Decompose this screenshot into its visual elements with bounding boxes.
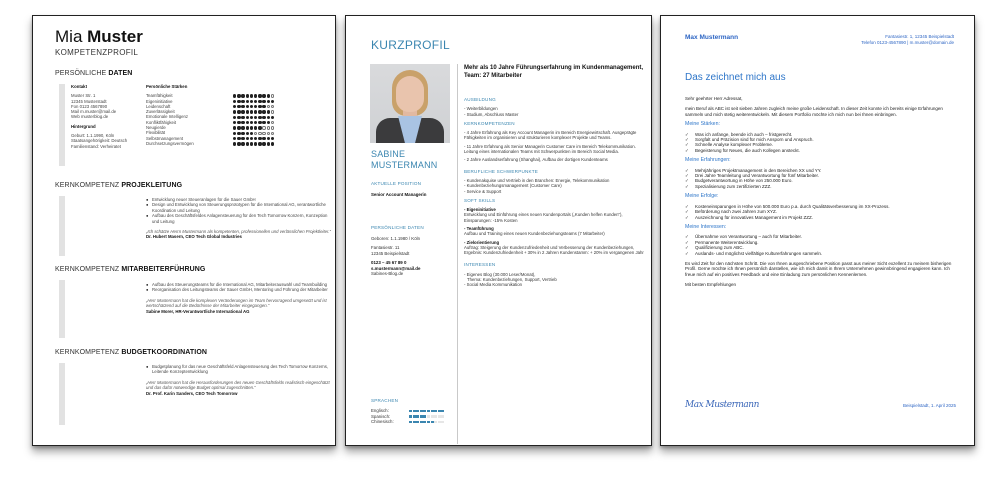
letter-section-heading: Meine Stärken: bbox=[685, 121, 720, 128]
rating-dot-icon bbox=[246, 100, 249, 103]
language-label: Chinesisch: bbox=[371, 419, 394, 424]
contact-block: Kontakt Muster Str. 1 12345 Musterstadt Fon 0123 4567890 Mail m.muster@mail.de Web musterblog.de Hintergrund Geburt: 1.1.1990, Köln Staatsangehörigkeit: Deutsch Familienstand: Verheiratet bbox=[71, 84, 128, 149]
checklist-item: ✓ Spezialisierung zum zertifizierten ZZZ. bbox=[685, 184, 957, 189]
rating-dot-icon bbox=[267, 121, 270, 124]
rating-dot-icon bbox=[267, 137, 270, 140]
rating-dot-icon bbox=[241, 126, 244, 129]
rating-dot-icon bbox=[246, 142, 249, 145]
checklist-item: ✓ Übernahme von Verantwortung – auch für Mitarbeiter. bbox=[685, 234, 957, 239]
rating-dot-icon bbox=[267, 142, 270, 145]
rating-dot-icon bbox=[262, 105, 265, 108]
rating-dot-icon bbox=[237, 132, 240, 135]
rating-dot-icon bbox=[254, 126, 257, 129]
rating-dot-icon bbox=[241, 105, 244, 108]
rating-dot-icon bbox=[254, 142, 257, 145]
letter-section-heading: Meine Erfahrungen: bbox=[685, 157, 731, 164]
rating-dot-icon bbox=[250, 105, 253, 108]
signature: Max Mustermann bbox=[685, 400, 759, 410]
rating-dot-icon bbox=[241, 100, 244, 103]
rating-dot-icon bbox=[254, 132, 257, 135]
section-heading-personal: PERSÖNLICHE DATEN bbox=[55, 70, 133, 77]
section-heading-leadership: KERNKOMPETENZ MITARBEITERFÜHRUNG bbox=[55, 266, 206, 273]
rating-dot-icon bbox=[233, 126, 236, 129]
rating-dot-icon bbox=[250, 142, 253, 145]
personal-data: PERSÖNLICHE DATEN Geboren: 1.1.1980 / Köln Fantasiestr. 11 12345 Beispielstadt 0123 – 45 67 89 0 s.mustermann@mail.de Sabines-Blog.de bbox=[371, 225, 424, 276]
cover-letter-page bbox=[660, 15, 975, 446]
rating-dot-icon bbox=[271, 94, 274, 97]
rating-dot-icon bbox=[250, 137, 253, 140]
rating-dot-icon bbox=[233, 116, 236, 119]
rating-dot-icon bbox=[258, 94, 261, 97]
rating-dot-icon bbox=[258, 137, 261, 140]
checklist-item: ✓ Qualifizierung zum ABC. bbox=[685, 245, 957, 250]
language-label: Spanisch: bbox=[371, 413, 391, 419]
rating-dot-icon bbox=[233, 105, 236, 108]
rating-dot-icon bbox=[271, 100, 274, 103]
rating-dot-icon bbox=[250, 110, 253, 113]
rating-dot-icon bbox=[233, 142, 236, 145]
profile-headline: Mehr als 10 Jahre Führungserfahrung im Kundenmanagement, Team: 27 Mitarbeiter bbox=[464, 65, 644, 79]
rating-dot-icon bbox=[258, 121, 261, 124]
strengths-labels: Persönliche Stärken Teamfähigkeit Eigeninitiative Leidenschaft Zuverlässigkeit Emotionale Intelligenz Konfliktfähigkeit Neugierde Flexibilität Selbstmanagement Durchsetzungsvermögen bbox=[146, 84, 194, 146]
rating-dot-icon bbox=[233, 110, 236, 113]
place-date: Beispielstadt, 1. April 2025 bbox=[902, 403, 956, 408]
language-label: Englisch: bbox=[371, 408, 389, 414]
rating-dot-icon bbox=[241, 116, 244, 119]
rating-dot-icon bbox=[237, 121, 240, 124]
rating-dot-icon bbox=[241, 132, 244, 135]
checklist-item: ✓ Beförderung nach zwei Jahren zum XYZ. bbox=[685, 209, 957, 214]
rating-dot-icon bbox=[233, 137, 236, 140]
competency-budget: ● Budgetplanung für das neue Geschäftsfeld Anlagensteuerung des Tech Tomorrow Konzerns, Leitende Konzeptentwicklung „Herr Mustermann hat die Herausforderungen des neuen Geschäftsfelds realistisch eingeschätzt und das dafür notwendige Budget optimal zugeschnitten.“ Dr. Prof. Karin Sanders, CEO Tech Tomorrow bbox=[146, 364, 331, 396]
rating-dot-icon bbox=[233, 132, 236, 135]
letter-body: Sehr geehrter Herr Adressat, mein Beruf als ABC ist seit sieben Jahren zugleich meine große Leidenschaft. In dieser Zeit konnte ich bereits einige Erfahrungen sammeln und mich stetig weiterentwickeln. Mit diesem Portfolio möchte ich mich nun bei Ihnen einbringen. Meine Stärken: ✓ Was ich anfange, beende ich auch – fristgerecht. ✓ Sorgfalt und Präzision sind für mich Ansporn und Anspruch. ✓ Schnelle Analyse komplexer Probleme. ✓ Begeisterung für Neues, die auch Kollegen ansteckt. Meine Erfahrungen: ✓ Mehrjähriges Projektmanagement in den Bereichen XX und YY. ✓ Drei Jahre Teamleitung und Verantwortung für fünf Mitarbeiter. ✓ Budgetverantwortung in Höhe von 250.000 Euro. ✓ Spezialisierung zum zertifizierten ZZZ. Meine Erfolge: ✓ Kosteneinsparungen in Höhe von 500.000 Euro p.a. durch Qualitätsverbesserung im XX-Prozess. ✓ Beförderung nach zwei Jahren zum XYZ. ✓ Auszeichnung für innovatives Management im Projekt ZZZ. Meine Interessen: ✓ Übernahme von Verantwortung – auch für Mitarbeiter. ✓ Permanente Weiterentwicklung. ✓ Qualifizierung zum ABC. ✓ Auslands- und möglichst vielfältige Kulturerfahrungen sammeln. Es wird Zeit für den nächsten Schritt. Die von Ihnen ausgeschriebene Position passt aus meiner Sicht exzellent zu meinem bisherigen Profil. Gerne möchte ich Ihnen persönlich darstellen, wie ich mich damit in Ihrem Unternehmen gewinnbringend engagieren kann. Ich freue mich auf ein positives Feedback und eine Einladung zum persönlichen Kennenlernen. Mit besten Empfehlungen bbox=[685, 96, 957, 293]
rating-dot-icon bbox=[233, 100, 236, 103]
rating-dot-icon bbox=[258, 142, 261, 145]
language-level-bar bbox=[409, 410, 444, 412]
rating-dot-icon bbox=[246, 110, 249, 113]
rating-dot-icon bbox=[233, 94, 236, 97]
main-content: AUSBILDUNG - Weiterbildungen - Studium, Abschluss Master KERNKOMPETENZEN - 4 Jahre Erfahrung als Key Account Managerin im Bereich Energiewirtschaft. Ausgeprägte Fähigkeiten im organisieren und strukturieren komplexer Projekte und Teams. - 11 Jahre Erfahrung als Senior Managerin Customer Care im Bereich Telekommunikation. Leitung eines internationalen Teams mit Schwerpunkten im Bereich Social Media. - 2 Jahre Auslandserfahrung (Shanghai), Aufbau der dortigen Kundenteams BERUFLICHE SCHWERPUNKTE - Kundenakquise und Vertrieb in den Branchen: Energie, Telekommunikation - Kundenbeziehungsmanagement (Customer Care) - Service & Support SOFT SKILLS - Eigeninitiative Entwicklung und Einführung eines neuen Kundenportals („Kunden helfen Kunden“), Einsparungen: -15% Kosten - Teamführung Aufbau und Training eines neuen Kundenbeziehungsteams (7 Mitarbeiter) - Zielorientierung Auftrag: Steigerung der Kundenzufriedenheit und Verbesserung der Kundenbeziehungen, Ergebnis: Kundenzufriedenheit + 30% in 2 Jahren Kundenstamm: + 20% im vergangenen Jahr INTERESSEN - Eigenes Blog (30.000 Leser/Monat), Thema: Kundenbeziehungen, Support, Vertrieb - Social Media Kommunikation bbox=[464, 97, 644, 288]
rating-dot-icon bbox=[254, 100, 257, 103]
rating-dot-icon bbox=[246, 94, 249, 97]
competency-leadership: ● Aufbau des Steuerungsteams für die International AG, Mitarbeiterauswahl und Teambuilding ● Reorganisation des Leitungsteams der Sauer GmbH, Mentoring und Führung der Mitarbeiter „Herr Mustermann hat die komplexen Veränderungen im Team hervorragend umgesetzt und ist wertschätzend auf die Bedürfnisse der Mitarbeiter eingegangen.“ Sabine Morer, HR-Verantwortliche International AG bbox=[146, 282, 331, 314]
page-title: KURZPROFIL bbox=[371, 38, 451, 52]
checklist-item: ✓ Mehrjähriges Projektmanagement in den Bereichen XX und YY. bbox=[685, 168, 957, 173]
rating-dot-icon bbox=[254, 121, 257, 124]
accent-bar bbox=[59, 84, 65, 166]
rating-dot-icon bbox=[250, 100, 253, 103]
rating-dot-icon bbox=[271, 137, 274, 140]
competency-project-lead: ● Entwicklung neuer Steueranlagen für die Sauer GmbH ● Design und Entwicklung von Steuerungsprototypen für die International AG, verantwortliche Koordination und Leitung ● Aufbau des Geschäftsfeldes Anlagensteuerung für den Tech Tomorrow Konzern, Konzeption und Leitung „Ich schätze Herrn Mustermann als kompetenten, professionellen und verlässlichen Projektleiter.“ Dr. Hubert Masern, CEO Tech Global Industries bbox=[146, 197, 331, 240]
rating-dot-icon bbox=[237, 126, 240, 129]
rating-dot-icon bbox=[241, 110, 244, 113]
rating-dot-icon bbox=[258, 132, 261, 135]
rating-dot-icon bbox=[237, 94, 240, 97]
rating-dot-icon bbox=[271, 116, 274, 119]
rating-dot-icon bbox=[254, 94, 257, 97]
rating-dot-icon bbox=[267, 105, 270, 108]
rating-dot-icon bbox=[237, 110, 240, 113]
rating-dot-icon bbox=[237, 137, 240, 140]
strength-rating-dots bbox=[233, 94, 274, 147]
rating-dot-icon bbox=[250, 116, 253, 119]
short-profile-page bbox=[345, 15, 652, 446]
checklist-item: ✓ Auszeichnung für innovatives Management im Projekt ZZZ. bbox=[685, 215, 957, 220]
rating-dot-icon bbox=[271, 132, 274, 135]
rating-dot-icon bbox=[258, 105, 261, 108]
rating-dot-icon bbox=[237, 105, 240, 108]
checklist-item: ✓ Auslands- und möglichst vielfältige Kulturerfahrungen sammeln. bbox=[685, 251, 957, 256]
rating-dot-icon bbox=[258, 126, 261, 129]
rating-dot-icon bbox=[271, 142, 274, 145]
rating-dot-icon bbox=[250, 94, 253, 97]
rating-dot-icon bbox=[258, 100, 261, 103]
column-divider bbox=[457, 64, 458, 444]
competence-profile-page bbox=[32, 15, 336, 446]
rating-dot-icon bbox=[271, 110, 274, 113]
profile-name: SABINE MUSTERMANN bbox=[371, 149, 438, 170]
letter-section-heading: Meine Interessen: bbox=[685, 223, 727, 230]
sender-address: Fantasiestr. 1, 12345 Beispielstadt Telefon 0123-4567890 | m.muster@domain.de bbox=[861, 34, 954, 45]
rating-dot-icon bbox=[267, 132, 270, 135]
rating-dot-icon bbox=[258, 110, 261, 113]
rating-dot-icon bbox=[262, 110, 265, 113]
checklist-item: ✓ Drei Jahre Teamleitung und Verantwortung für fünf Mitarbeiter. bbox=[685, 173, 957, 178]
rating-dot-icon bbox=[241, 142, 244, 145]
accent-bar bbox=[59, 196, 65, 256]
checklist-item: ✓ Permanente Weiterentwicklung. bbox=[685, 240, 957, 245]
rating-dot-icon bbox=[246, 137, 249, 140]
language-row bbox=[371, 419, 453, 424]
rating-dot-icon bbox=[262, 126, 265, 129]
rating-dot-icon bbox=[271, 105, 274, 108]
rating-dot-icon bbox=[250, 121, 253, 124]
rating-dot-icon bbox=[262, 94, 265, 97]
rating-dot-icon bbox=[246, 116, 249, 119]
languages: SPRACHEN Englisch: Spanisch: Chinesisch: bbox=[371, 398, 453, 424]
rating-dot-icon bbox=[237, 100, 240, 103]
rating-dot-icon bbox=[241, 137, 244, 140]
current-position: AKTUELLE POSITION Senior Account Managerin bbox=[371, 181, 427, 197]
section-heading-project-lead: KERNKOMPETENZ PROJEKLEITUNG bbox=[55, 182, 183, 189]
rating-dot-icon bbox=[271, 121, 274, 124]
profile-name: Mia Muster bbox=[55, 27, 143, 46]
checklist-item: ✓ Was ich anfange, beende ich auch – fristgerecht. bbox=[685, 132, 957, 137]
rating-dot-icon bbox=[237, 116, 240, 119]
checklist-item: ✓ Schnelle Analyse komplexer Probleme. bbox=[685, 142, 957, 147]
rating-row bbox=[233, 141, 274, 146]
rating-dot-icon bbox=[254, 110, 257, 113]
rating-dot-icon bbox=[262, 137, 265, 140]
rating-dot-icon bbox=[262, 142, 265, 145]
profile-subtitle: KOMPETENZPROFIL bbox=[55, 48, 139, 57]
rating-dot-icon bbox=[233, 121, 236, 124]
rating-dot-icon bbox=[237, 142, 240, 145]
rating-dot-icon bbox=[267, 110, 270, 113]
accent-bar bbox=[59, 280, 65, 338]
rating-dot-icon bbox=[254, 105, 257, 108]
rating-dot-icon bbox=[262, 116, 265, 119]
checklist-item: ✓ Kosteneinsparungen in Höhe von 500.000 Euro p.a. durch Qualitätsverbesserung im XX-Prozess. bbox=[685, 204, 957, 209]
rating-dot-icon bbox=[241, 121, 244, 124]
rating-dot-icon bbox=[246, 132, 249, 135]
profile-photo bbox=[370, 64, 450, 143]
rating-dot-icon bbox=[250, 126, 253, 129]
rating-dot-icon bbox=[262, 100, 265, 103]
rating-dot-icon bbox=[258, 116, 261, 119]
checklist-item: ✓ Sorgfalt und Präzision sind für mich Ansporn und Anspruch. bbox=[685, 137, 957, 142]
rating-dot-icon bbox=[271, 126, 274, 129]
rating-dot-icon bbox=[250, 132, 253, 135]
rating-dot-icon bbox=[262, 132, 265, 135]
rating-dot-icon bbox=[246, 126, 249, 129]
letter-title: Das zeichnet mich aus bbox=[685, 72, 786, 83]
rating-dot-icon bbox=[241, 94, 244, 97]
section-heading-budget: KERNKOMPETENZ BUDGETKOORDINATION bbox=[55, 349, 208, 356]
letter-section-heading: Meine Erfolge: bbox=[685, 193, 719, 200]
rating-dot-icon bbox=[267, 100, 270, 103]
rating-dot-icon bbox=[254, 137, 257, 140]
rating-dot-icon bbox=[262, 121, 265, 124]
rating-dot-icon bbox=[246, 121, 249, 124]
rating-dot-icon bbox=[267, 94, 270, 97]
rating-dot-icon bbox=[267, 116, 270, 119]
rating-dot-icon bbox=[254, 116, 257, 119]
language-level-bar bbox=[409, 421, 444, 423]
rating-dot-icon bbox=[246, 105, 249, 108]
rating-dot-icon bbox=[267, 126, 270, 129]
checklist-item: ✓ Begeisterung für Neues, die auch Kollegen ansteckt. bbox=[685, 148, 957, 153]
language-level-bar bbox=[409, 415, 444, 417]
sender-name: Max Mustermann bbox=[685, 34, 739, 41]
checklist-item: ✓ Budgetverantwortung in Höhe von 250.000 Euro. bbox=[685, 178, 957, 183]
accent-bar bbox=[59, 363, 65, 425]
